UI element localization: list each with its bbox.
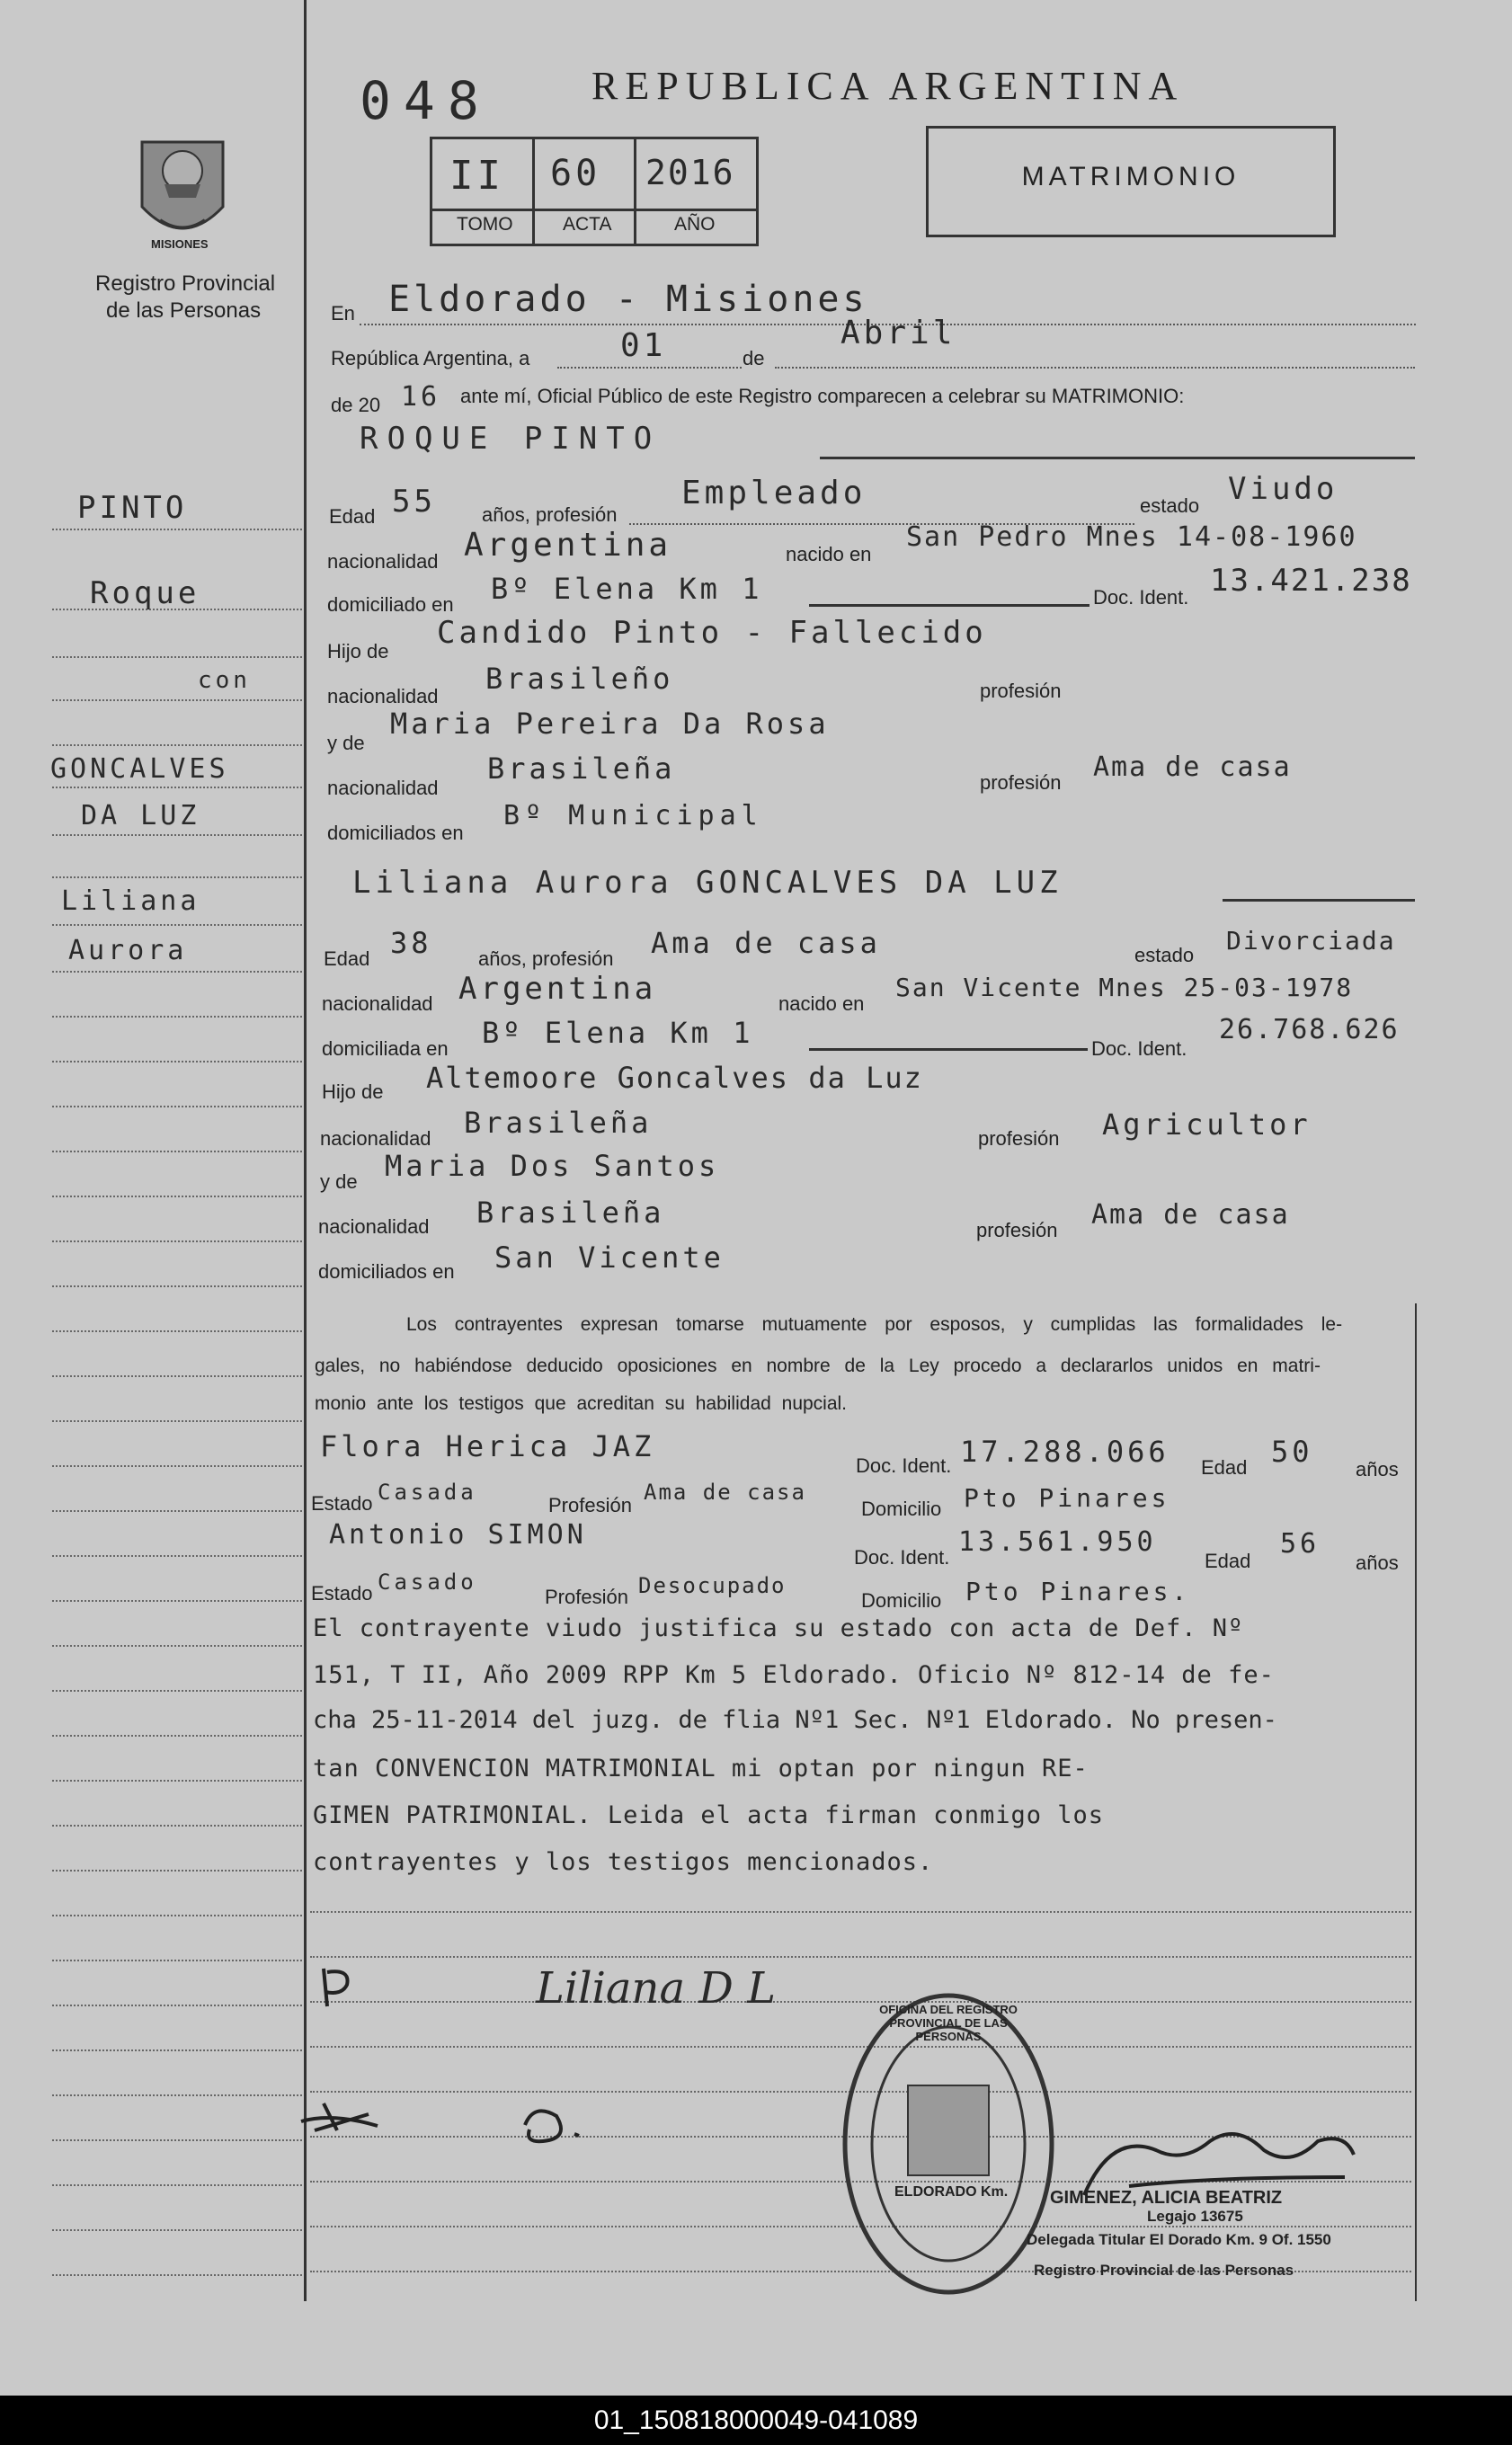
registry-name-line2: de las Personas [106,298,262,323]
groom-parents-address: Bº Municipal [503,800,763,831]
groom-domiciliado-label: domiciliado en [327,593,454,616]
margin-line [52,1645,302,1647]
official-title: Delegada Titular El Dorado Km. 9 Of. 1550 [1027,2231,1331,2248]
year-prefix: de 20 [331,394,381,416]
witness1-domicilio-label: Domicilio [861,1498,942,1520]
margin-line [52,1465,302,1467]
margin-line [52,1780,302,1782]
note-line: contrayentes y los testigos mencionados. [313,1848,934,1876]
groom-edad-label: Edad [329,505,376,528]
groom-profession: Empleado [681,475,867,511]
marriage-month: Abril [840,315,956,351]
official-name: GIMENEZ, ALICIA BEATRIZ [1050,2188,1283,2208]
margin-line [52,1061,302,1062]
groom-parents-dom-label: domiciliados en [327,822,464,844]
margin-line [52,2094,302,2096]
stamp-ring-text: OFICINA DEL REGISTRO PROVINCIAL DE LAS PERSONAS [879,2003,1018,2043]
witness2-civil-status: Casado [378,1569,477,1595]
margin-line [52,2139,302,2141]
margin-note: Aurora [68,935,188,966]
witness2-name: Antonio SIMON [329,1519,587,1551]
margin-line [52,971,302,973]
witness2-anos-label: años [1356,1551,1399,1574]
groom-mother: Maria Pereira Da Rosa [390,707,830,741]
official-org: Registro Provincial de las Personas [1034,2262,1294,2279]
note-line: El contrayente viudo justifica su estado con acta de Def. Nº [313,1614,1244,1642]
margin-line [52,744,302,746]
bride-hijo-label: Hijo de [322,1080,384,1103]
margin-line [52,1016,302,1018]
groom-age: 55 [392,484,436,520]
groom-doc-label: Doc. Ident. [1093,586,1189,609]
groom-doc-id: 13.421.238 [1210,563,1412,599]
groom-nationality: Argentina [464,527,672,564]
margin-line [52,656,302,658]
note-line: GIMEN PATRIMONIAL. Leida el acta firman conmigo los [313,1801,1105,1829]
margin-line [52,1285,302,1287]
de-label: de [743,347,765,369]
margin-line [52,1555,302,1557]
month-line [775,367,1415,369]
bride-parents-address: San Vicente [494,1240,725,1275]
witness2-profesion-label: Profesión [545,1586,628,1608]
groom-full-name: ROQUE PINTO [360,421,662,457]
witness2-doc-label: Doc. Ident. [854,1546,950,1569]
margin-line [52,1106,302,1107]
bride-nacido-label: nacido en [778,992,865,1015]
comparecen-text: ante mí, Oficial Público de este Registro comparecen a celebrar su MATRIMONIO: [460,385,1185,407]
margin-line [52,2005,302,2006]
margin-note: GONCALVES [50,753,229,785]
witness1-address: Pto Pinares [964,1483,1170,1513]
bride-doc-label: Doc. Ident. [1091,1037,1187,1060]
margin-line [52,2229,302,2231]
acta-label: ACTA [563,214,612,235]
witness1-edad-label: Edad [1201,1456,1248,1479]
bride-parents-dom-label: domiciliados en [318,1260,455,1283]
bride-nacionalidad-label: nacionalidad [322,992,433,1015]
witness2-edad-label: Edad [1205,1550,1251,1572]
note-line: 151, T II, Año 2009 RPP Km 5 Eldorado. Oficio Nº 812-14 de fe- [313,1661,1275,1689]
margin-line [52,1600,302,1602]
folio-number: 048 [360,70,492,131]
box-divider [634,137,636,244]
bride-nationality: Argentina [458,971,657,1007]
groom-civil-status: Viudo [1228,471,1339,507]
witness1-doc-id: 17.288.066 [960,1435,1170,1469]
bride-signature: Liliana D L [536,1963,776,2014]
witness1-name: Flora Herica JAZ [320,1429,655,1463]
witness1-profession: Ama de casa [644,1480,806,1505]
witness1-age: 50 [1271,1435,1313,1469]
margin-line [52,1960,302,1961]
margin-note: Roque [90,575,200,611]
witness2-domicilio-label: Domicilio [861,1589,942,1612]
bride-full-name: Liliana Aurora GONCALVES DA LUZ [352,865,1063,901]
groom-signature [315,1960,369,2018]
registry-name-line1: Registro Provincial [95,271,276,296]
margin-note: DA LUZ [81,800,200,831]
bride-birth: San Vicente Mnes 25-03-1978 [895,973,1354,1002]
bride-profesion-label: años, profesión [478,947,614,970]
declaration-line3: monio ante los testigos que acreditan su habilidad nupcial. [315,1393,848,1414]
margin-line [52,1196,302,1197]
margin-line [52,834,302,836]
witness1-doc-label: Doc. Ident. [856,1454,952,1477]
groom-father-nat-label: nacionalidad [327,685,439,707]
bride-father-profession: Agricultor [1102,1107,1312,1142]
margin-rule [304,0,307,2301]
note-line: tan CONVENCION MATRIMONIAL mi optan por ningun RE- [313,1755,1089,1783]
groom-mother-prof-label: profesión [980,771,1062,794]
bride-profession: Ama de casa [651,926,881,960]
margin-line [52,2184,302,2186]
stamp-center-text: ELDORADO Km. [894,2184,1009,2200]
margin-line [52,699,302,701]
republica-label: República Argentina, a [331,347,530,369]
groom-mother-nat-label: nacionalidad [327,777,439,799]
margin-line [52,1735,302,1737]
bride-mother: Maria Dos Santos [385,1149,720,1183]
margin-line [52,2049,302,2051]
margin-line [52,1240,302,1242]
scan-identifier: 01_150818000049-041089 [0,2396,1512,2445]
groom-father-prof-label: profesión [980,680,1062,702]
groom-father: Candido Pinto - Fallecido [437,615,987,651]
groom-profesion-label: años, profesión [482,503,618,526]
note-line: cha 25-11-2014 del juzg. de flia Nº1 Sec. Nº1 Eldorado. No presen- [313,1706,1277,1734]
bride-domiciliada-label: domiciliada en [322,1037,449,1060]
margin-line [52,1690,302,1692]
groom-father-nationality: Brasileño [485,662,674,696]
bride-mother-profession: Ama de casa [1091,1199,1290,1231]
groom-address: Bº Elena Km 1 [491,572,763,606]
country-title: REPUBLICA ARGENTINA [591,64,1185,108]
marriage-day: 01 [620,327,667,364]
ruled-line [310,1911,1411,1913]
bride-edad-label: Edad [324,947,370,970]
margin-line [52,1510,302,1512]
groom-nacionalidad-label: nacionalidad [327,550,439,573]
witness1-estado-label: Estado [311,1492,373,1515]
bride-estado-label: estado [1134,944,1195,966]
witness-signature [516,2098,597,2156]
margin-line [52,924,302,926]
bride-father-nat-label: nacionalidad [320,1127,431,1150]
witness1-profesion-label: Profesión [548,1494,632,1516]
box-divider [532,137,535,244]
bride-name-rule [1223,899,1415,902]
official-legajo: Legajo 13675 [1147,2208,1243,2225]
groom-yde-label: y de [327,732,365,754]
bride-doc-id: 26.768.626 [1219,1014,1400,1045]
anio-value: 2016 [645,153,735,192]
tomo-value: II [449,153,504,199]
bride-father: Altemoore Goncalves da Luz [426,1061,923,1095]
ruled-line [310,1956,1411,1958]
margin-line [52,1375,302,1377]
margin-note: con [198,667,251,694]
bride-father-nationality: Brasileña [464,1106,653,1140]
margin-line [52,787,302,788]
seal-caption: MISIONES [151,237,209,251]
day-line [557,367,742,369]
province-seal [133,135,232,252]
margin-line [52,1825,302,1827]
margin-line [52,1870,302,1872]
margin-line [52,1420,302,1422]
margin-note: Liliana [61,885,200,917]
marriage-year: 16 [401,381,441,413]
bride-civil-status: Divorciada [1226,926,1396,956]
acta-value: 60 [550,153,601,194]
groom-estado-label: estado [1140,494,1200,517]
bride-father-prof-label: profesión [978,1127,1060,1150]
bride-address: Bº Elena Km 1 [482,1016,754,1050]
bride-age: 38 [390,926,432,960]
bride-yde-label: y de [320,1170,358,1193]
bride-mother-nationality: Brasileña [476,1196,665,1230]
margin-line [52,1151,302,1152]
groom-nacido-label: nacido en [786,543,872,565]
bride-mother-prof-label: profesión [976,1219,1058,1241]
witness2-address: Pto Pinares. [965,1577,1191,1606]
anio-label: AÑO [674,214,716,235]
declaration-line1: Los contrayentes expresan tomarse mutuamente por esposos, y cumplidas las formalidades le- [406,1314,1343,1335]
margin-line [52,529,302,530]
groom-mother-nationality: Brasileña [487,751,676,786]
margin-note: PINTO [77,490,188,526]
declaration-line2: gales, no habiéndose deducido oposiciones en nombre de la Ley procedo a declararlos unidos en matri- [315,1356,1321,1376]
groom-hijo-label: Hijo de [327,640,389,662]
witness1-anos-label: años [1356,1458,1399,1480]
bride-address-rule [809,1048,1088,1051]
groom-name-rule [820,457,1415,459]
margin-line [52,2274,302,2276]
margin-line [52,876,302,878]
witness2-profession: Desocupado [638,1573,787,1598]
groom-mother-profession: Ama de casa [1093,751,1292,783]
groom-address-rule [809,604,1090,607]
witness-signature [297,2094,387,2144]
document-type: MATRIMONIO [1021,162,1241,191]
witness1-civil-status: Casada [378,1480,477,1505]
witness2-estado-label: Estado [311,1582,373,1605]
margin-line [52,1330,302,1332]
margin-line [52,1915,302,1916]
witness2-doc-id: 13.561.950 [958,1526,1157,1558]
box-divider [430,209,756,211]
witness2-age: 56 [1280,1528,1321,1560]
bride-mother-nat-label: nacionalidad [318,1215,430,1238]
en-label: En [331,302,355,325]
tomo-label: TOMO [457,214,513,235]
right-rule [1415,1303,1417,2301]
groom-birth: San Pedro Mnes 14-08-1960 [906,521,1357,553]
marriage-place: Eldorado - Misiones [388,279,868,320]
